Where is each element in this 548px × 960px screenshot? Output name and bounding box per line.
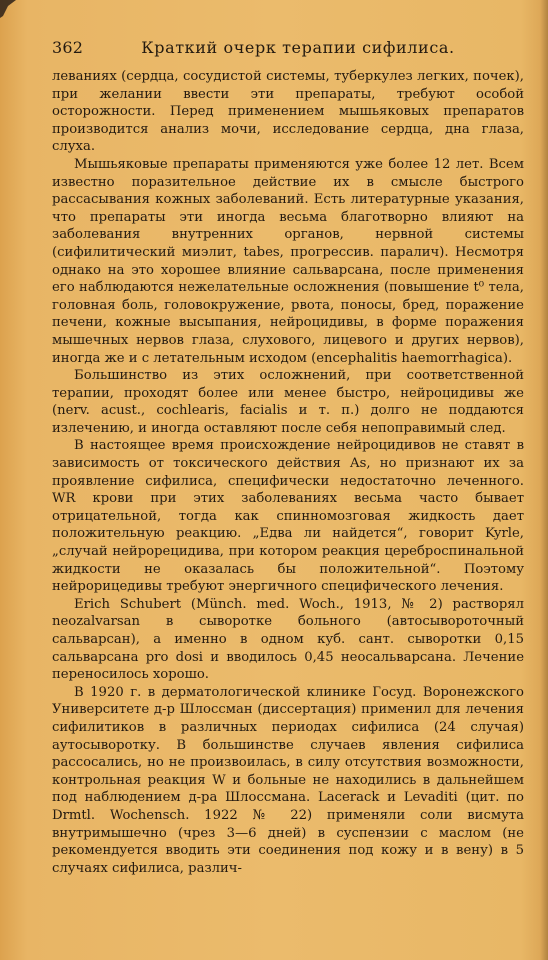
running-title: Краткий очерк терапии сифилиса.: [141, 38, 455, 57]
paragraph-autoserum: В 1920 г. в дерматологической клинике Госуд. Воронежского Университете д-р Шлоссман (диссертация) применил для лечения сифилитиков в различных периодах сифилиса (24 случая) аутосыворотку. В большинстве случаев явления сифилиса рассосались, но не произвоилась, в силу отсутствия возможности, контрольная реакция W и больные не находились в дальнейшем под наблюдением д-ра Шлоссмана. Lacerack и Levaditi (цит. по Drmtl. Wochensch. 1922 № 22) применяли соли висмута внутримышечно (чрез 3—6 дней) в суспензии с маслом (не рекомендуется вводить эти соединения под кожу и в вену) в 5 случаях сифилиса, различ-: [52, 684, 524, 876]
paragraph-continued: леваниях (сердца, сосудистой системы, туберкулез легких, почек), при желании ввести эти препараты, требуют особой осторожности. Перед применением мышьяковых препаратов производится анализ мочи, исследование сердца, дна глаза, слуха.: [52, 69, 524, 155]
page-header: [52, 38, 524, 68]
body-text: [52, 68, 524, 877]
page-edge-shadow: [540, 0, 548, 960]
paragraph-arsenic-preparations: Мышьяковые препараты применяются уже более 12 лет. Всем известно поразительное действие их в смысле быстрого рассасывания кожных заболеваний. Есть литературные указания, что препараты эти иногда весьма благотворно влияют на заболевания внутренних органов, нервной системы (сифилитический миэлит, tabes, прогрессив. паралич). Несмотря однако на это хорошее влияние сальварсана, после применения его наблюдаются нежелательные осложнения (повышение t⁰ тела, головная боль, головокружение, рвота, поносы, бред, поражение печени, кожные высыпания, нейроцидивы, в форме поражения мышечных нервов глаза, слухового, лицевого и других нервов), иногда же и с летательным исходом (encephalitis haemorrhagica).: [52, 156, 524, 366]
paragraph-schubert: Erich Schubert (Münch. med. Woch., 1913, № 2) растворял neozalvarsan в сыворотке больного (автосывороточный сальварсан), а именно в одном куб. сант. сыворотки 0,15 сальварсана pro dosi и вводилось 0,45 неосальварсана. Лечение переносилось хорошо.: [52, 596, 524, 683]
paragraph-complications: Большинство из этих осложнений, при соответственной терапии, проходят более или менее быстро, нейроцидивы же (nerv. acust., cochlearis, facialis и т. п.) долго не поддаются излечению, и иногда оставляют после себя непоправимый след.: [52, 368, 524, 436]
paragraph-neurorecidives: В настоящее время происхождение нейроцидивов не ставят в зависимость от токсического действия As, но признают их за проявление сифилиса, специфически недостаточно леченного. WR крови при этих заболеваниях весьма часто бывает отрицательной, тогда как спинномозговая жидкость дает положительную реакцию. „Едва ли найдется“, говорит Kyrle, „случай нейрорецидива, при котором реакция цереброспинальной жидкости не оказалась бы положительной“. Поэтому нейрорицедивы требуют энергичного специфического лечения.: [52, 438, 524, 595]
page-number: 362: [52, 38, 84, 57]
corner-stain: [0, 0, 22, 20]
